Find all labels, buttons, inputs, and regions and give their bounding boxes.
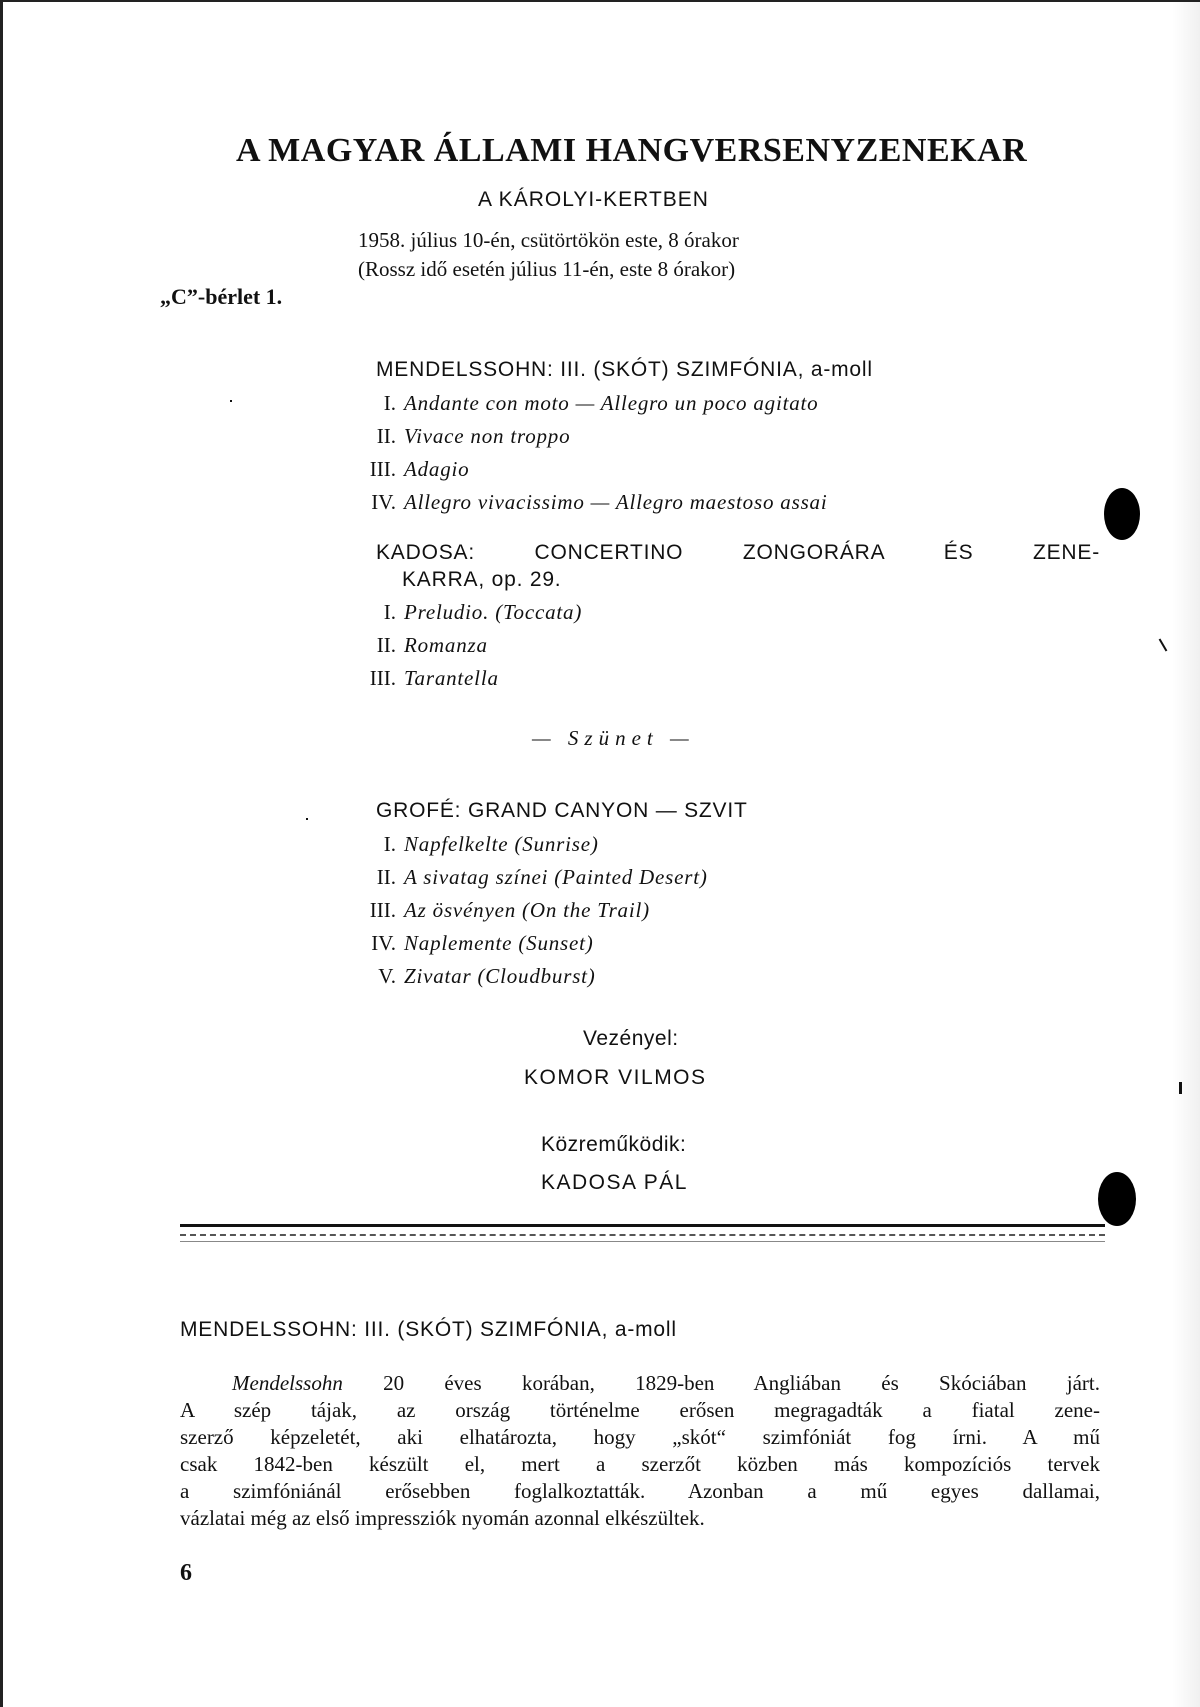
divider-rule xyxy=(180,1224,1105,1227)
date-line-1: 1958. július 10-én, csütörtökön este, 8 órakor xyxy=(358,228,739,252)
venue-subtitle: A KÁROLYI-KERTBEN xyxy=(478,188,709,211)
work-3-movement: I. Napfelkelte (Sunrise) xyxy=(383,832,599,856)
scan-speck xyxy=(1179,1082,1182,1094)
work-1-movement: IV. Allegro vivacissimo — Allegro maestoso assai xyxy=(371,490,828,514)
divider-rule-thin xyxy=(180,1241,1105,1242)
notes-line: vázlatai még az első impressziók nyomán azonnal elkészültek. xyxy=(180,1506,705,1530)
soloist-name: KADOSA PÁL xyxy=(541,1171,688,1194)
notes-line: szerző képzeletét, aki elhatározta, hogy „skót“ szimfóniát fog írni. A mű xyxy=(180,1425,1100,1449)
subscription-series: „C”-bérlet 1. xyxy=(160,284,283,309)
orchestra-title: A MAGYAR ÁLLAMI HANGVERSENYZENEKAR xyxy=(236,132,1028,169)
soloist-label: Közreműködik: xyxy=(541,1133,687,1156)
work-3-heading: GROFÉ: GRAND CANYON — SZVIT xyxy=(376,799,748,822)
work-2-heading-line-1: KADOSA: CONCERTINO ZONGORÁRA ÉS ZENE- xyxy=(376,541,1100,564)
scan-speck xyxy=(306,818,308,820)
binding-hole-mark xyxy=(1098,1172,1136,1226)
work-1-movement: I. Andante con moto — Allegro un poco agitato xyxy=(383,391,819,415)
scan-edge-top xyxy=(0,0,1200,2)
work-2-movement: I. Preludio. (Toccata) xyxy=(383,600,583,624)
notes-line: a szimfóniánál erősebben foglalkoztatták. Azonban a mű egyes dallamai, xyxy=(180,1479,1100,1503)
binding-hole-mark xyxy=(1104,488,1140,540)
divider-rule-dashed xyxy=(180,1234,1105,1236)
scan-speck xyxy=(1159,638,1168,651)
conductor-name: KOMOR VILMOS xyxy=(524,1066,707,1089)
work-2-heading-line-2: KARRA, op. 29. xyxy=(402,568,562,591)
concert-date xyxy=(358,226,739,284)
work-2-movement: II. Romanza xyxy=(376,633,488,657)
conductor-label: Vezényel: xyxy=(583,1027,679,1050)
notes-line: A szép tájak, az ország történelme erősen megragadták a fiatal zene- xyxy=(180,1398,1100,1422)
work-2-movement: III. Tarantella xyxy=(369,666,499,690)
work-1-movement: II. Vivace non troppo xyxy=(376,424,571,448)
notes-paragraph xyxy=(180,1370,1100,1532)
work-3-movement: III. Az ösvényen (On the Trail) xyxy=(369,898,650,922)
work-1-movement: III. Adagio xyxy=(369,457,470,481)
date-line-2: (Rossz idő esetén július 11-én, este 8 órakor) xyxy=(358,257,736,281)
work-1-heading: MENDELSSOHN: III. (SKÓT) SZIMFÓNIA, a-moll xyxy=(376,358,873,381)
scan-edge-right xyxy=(1172,0,1200,1707)
scan-edge-left xyxy=(0,0,3,1707)
work-3-movement: IV. Naplemente (Sunset) xyxy=(371,931,594,955)
notes-line: Mendelssohn 20 éves korában, 1829-ben Angliában és Skóciában járt. xyxy=(232,1371,1100,1395)
page-number: 6 xyxy=(180,1560,192,1586)
notes-heading: MENDELSSOHN: III. (SKÓT) SZIMFÓNIA, a-moll xyxy=(180,1318,677,1341)
intermission: — Szünet — xyxy=(532,726,695,750)
work-3-movement: V. Zivatar (Cloudburst) xyxy=(378,964,596,988)
scan-speck xyxy=(230,400,232,402)
work-3-movement: II. A sivatag színei (Painted Desert) xyxy=(376,865,708,889)
notes-line: csak 1842-ben készült el, mert a szerzőt közben más kompozíciós tervek xyxy=(180,1452,1100,1476)
